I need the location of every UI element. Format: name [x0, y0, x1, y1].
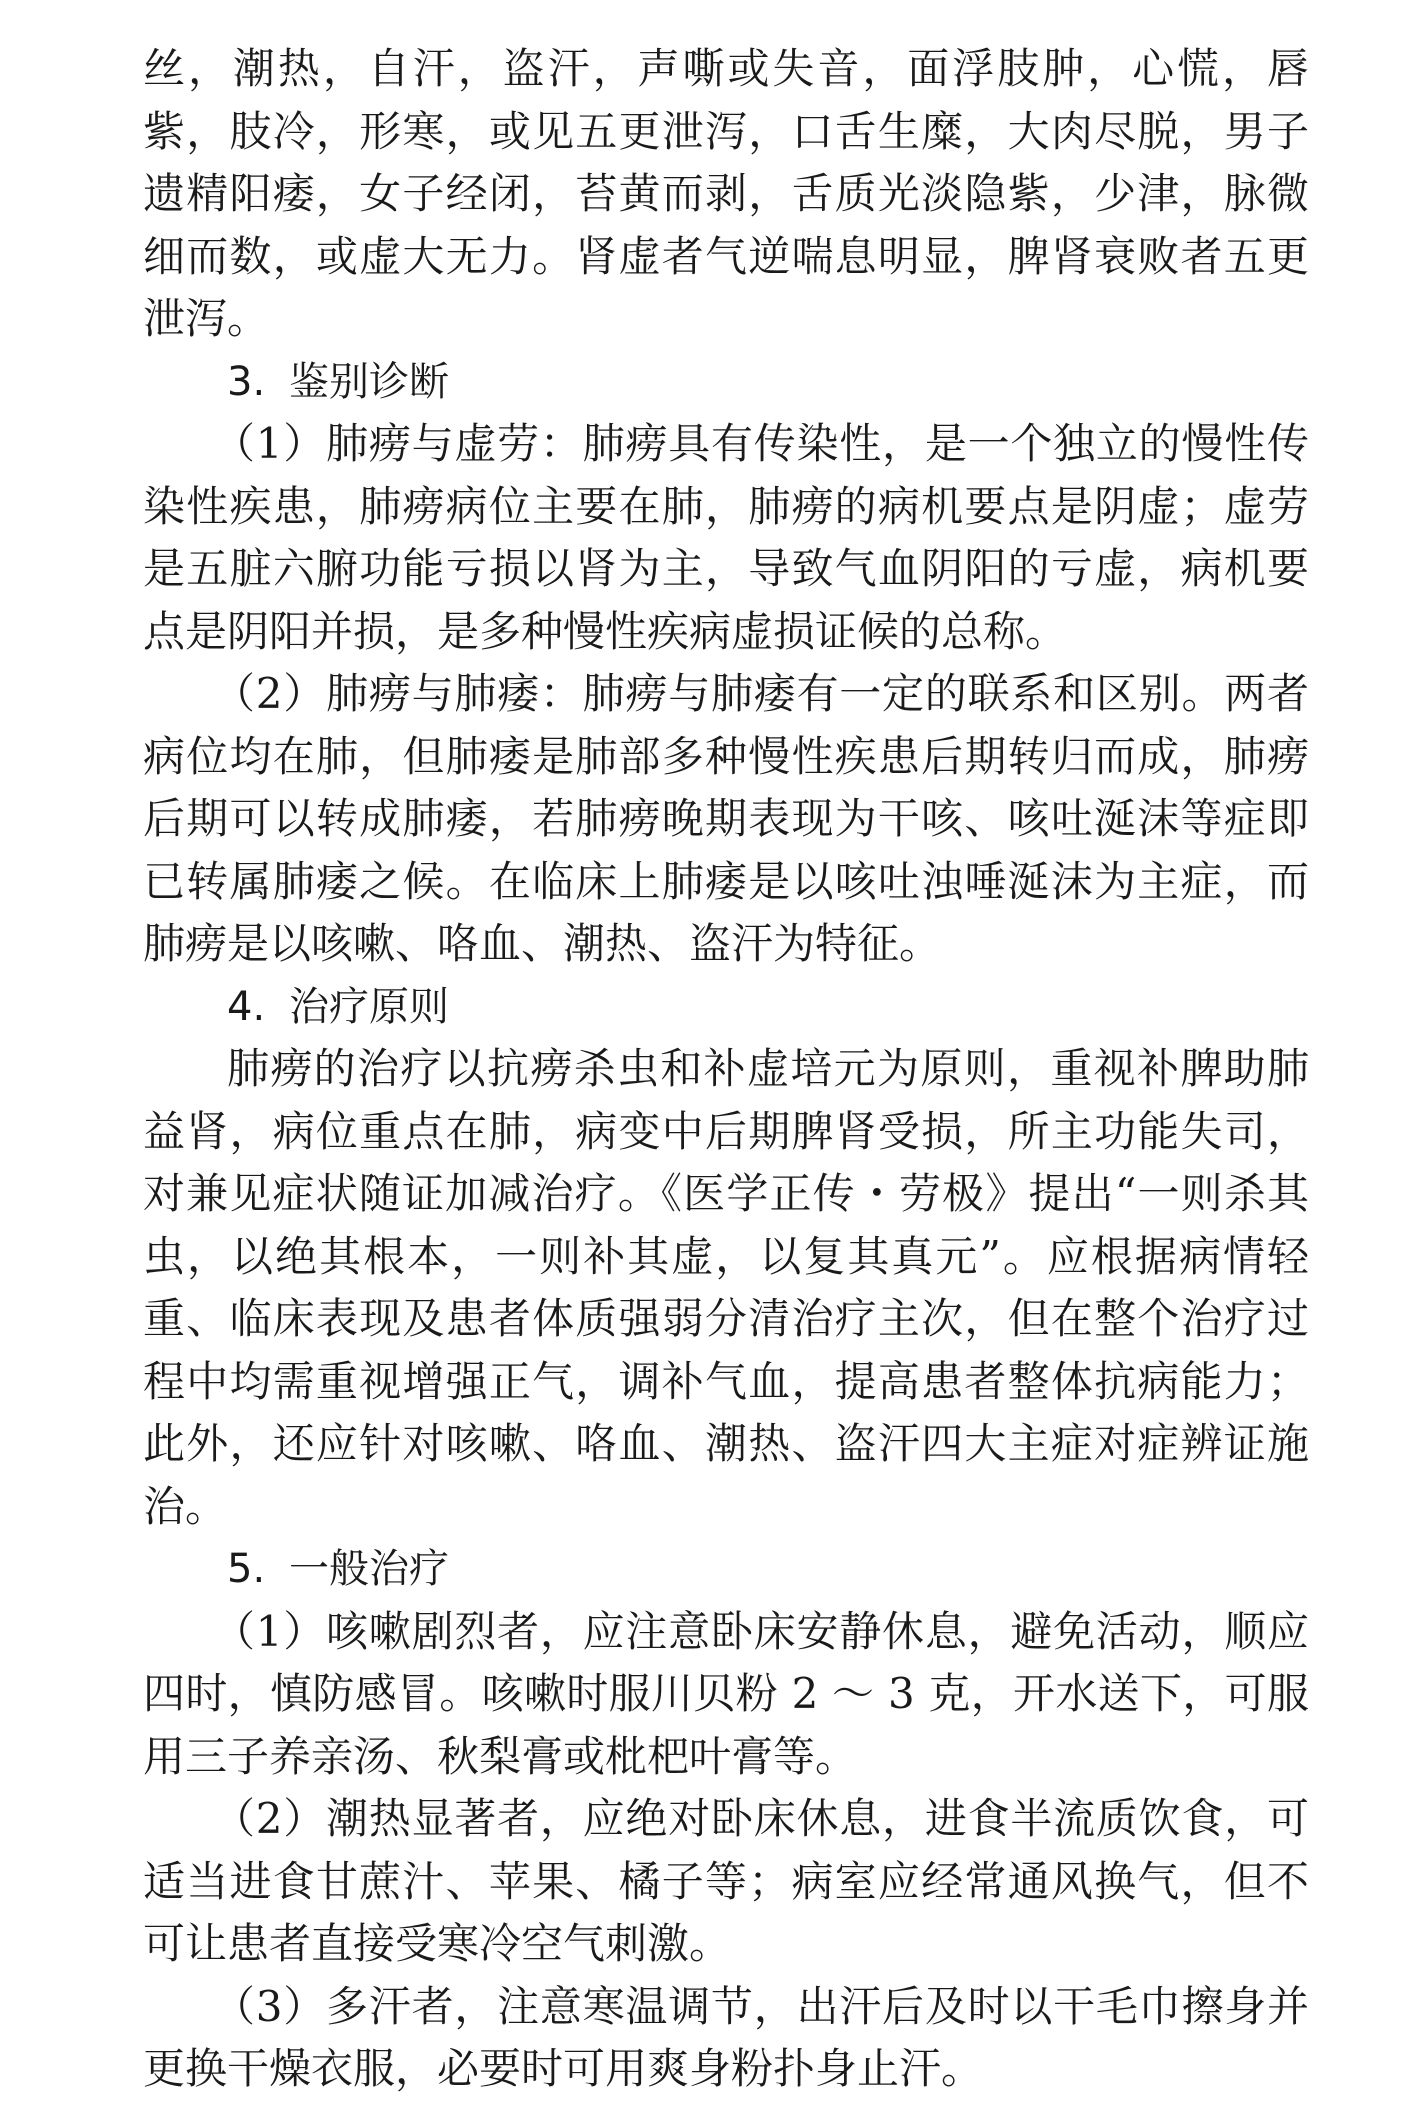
- paragraph-symptoms-continued: 丝，潮热，自汗，盗汗，声嘶或失音，面浮肢肿，心慌，唇紫，肢冷，形寒，或见五更泄泻，口舌生糜，大肉尽脱，男子遗精阳痿，女子经闭，苔黄而剥，舌质光淡隐紫，少津，脉微细而数，或虚大无力。肾虚者气逆喘息明显，脾肾衰败者五更泄泻。: [143, 44, 1309, 343]
- heading-treatment-principles: [143, 976, 1309, 1039]
- heading-number: 5.: [227, 1546, 266, 1592]
- paragraph-feilao-vs-xulao: （1）肺痨与虚劳：肺痨具有传染性，是一个独立的慢性传染性疾患，肺痨病位主要在肺，肺痨的病机要点是阴虚；虚劳是五脏六腑功能亏损以肾为主，导致气血阴阳的亏虚，病机要点是阴阳并损，是多种慢性疾病虚损证候的总称。: [143, 419, 1309, 656]
- paragraph-tidal-fever: （2）潮热显著者，应绝对卧床休息，进食半流质饮食，可适当进食甘蔗汁、苹果、橘子等；病室应经常通风换气，但不可让患者直接受寒冷空气刺激。: [143, 1794, 1309, 1968]
- heading-number: 4.: [227, 983, 266, 1030]
- heading-title: 治疗原则: [289, 983, 449, 1030]
- heading-number: 3.: [227, 358, 266, 405]
- heading-title: 一般治疗: [289, 1546, 449, 1592]
- paragraph-excessive-sweating: （3）多汗者，注意寒温调节，出汗后及时以干毛巾擦身并更换干燥衣服，必要时可用爽身粉扑身止汗。: [143, 1981, 1309, 2093]
- heading-general-treatment: [143, 1538, 1309, 1601]
- paragraph-feilao-vs-feiwei: （2）肺痨与肺痿：肺痨与肺痿有一定的联系和区别。两者病位均在肺，但肺痿是肺部多种慢性疾患后期转归而成，肺痨后期可以转成肺痿，若肺痨晚期表现为干咳、咳吐涎沫等症即已转属肺痿之候。在临床上肺痿是以咳吐浊唾涎沫为主症，而肺痨是以咳嗽、咯血、潮热、盗汗为特征。: [143, 669, 1309, 968]
- paragraph-severe-cough: （1）咳嗽剧烈者，应注意卧床安静休息，避免活动，顺应四时，慎防感冒。咳嗽时服川贝粉 2 ～ 3 克，开水送下，可服用三子养亲汤、秋梨膏或枇杷叶膏等。: [143, 1606, 1309, 1781]
- heading-differential-diagnosis: [143, 351, 1309, 414]
- heading-title: 鉴别诊断: [289, 358, 449, 405]
- paragraph-treatment-principles: 肺痨的治疗以抗痨杀虫和补虚培元为原则，重视补脾助肺益肾，病位重点在肺，病变中后期脾肾受损，所主功能失司，对兼见症状随证加减治疗。《医学正传・劳极》提出“一则杀其虫，以绝其根本，一则补其虚，以复其真元”。应根据病情轻重、临床表现及患者体质强弱分清治疗主次，但在整个治疗过程中均需重视增强正气，调补气血，提高患者整体抗病能力；此外，还应针对咳嗽、咯血、潮热、盗汗四大主症对症辨证施治。: [143, 1044, 1309, 1531]
- document-page: [143, 38, 1309, 2101]
